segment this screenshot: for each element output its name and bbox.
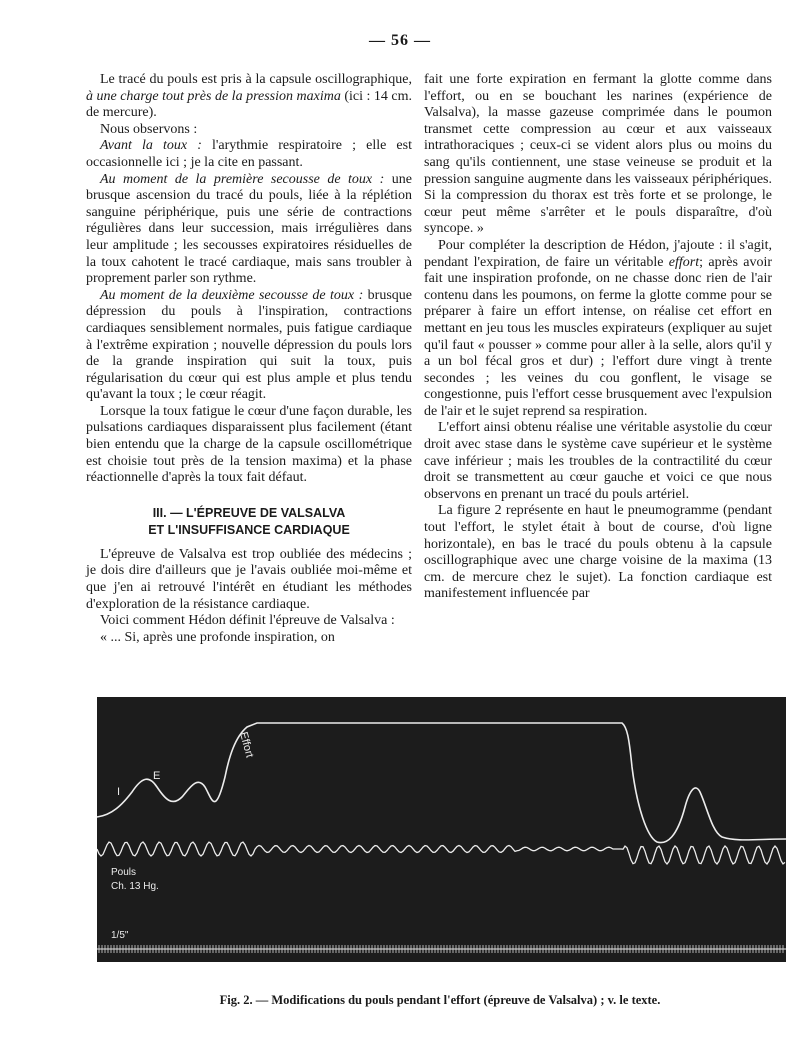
right-column <box>424 72 772 603</box>
label-i: I <box>117 786 121 798</box>
paragraph: Nous observons : <box>100 121 198 137</box>
paragraph: « ... Si, après une profonde inspiration, on <box>100 629 335 645</box>
pneumogram-trace <box>97 723 786 843</box>
left-column <box>86 72 412 646</box>
page-number: — 56 — <box>369 32 431 49</box>
section-heading: III. — L'ÉPREUVE DE VALSALVA ET L'INSUFFISANCE CARDIAQUE <box>148 505 350 537</box>
paragraph: fait une forte expiration en fermant la glotte comme dans l'effort, ou en se bouchant les narines (expérience de Valsalva), la masse gazeuse comprimée dans le poumon transmet cette compression au cœur et aux vaisseaux intrathoraciques ; ceux-ci se vident alors plus ou moins du sang qu'ils contiennent, une stase veineuse se produit et la pression sanguine augmente dans les vaisseaux périphériques. Si la compression du thorax est très forte et se prolonge, le cœur peut même s'arrêter et le pouls disparaître, d'où syncope. » <box>424 72 772 237</box>
paragraph: Pour compléter la description de Hédon, j'ajoute : il s'agit, pendant l'expiration, de faire un véritable effort; après avoir fait une inspiration profonde, on ne chasse donc rien de l'air contenu dans les poumons, on ferme la glotte comme pour se préparer à faire un effort intense, on réalise cet effort en mettant en jeu tous les muscles expirateurs (expliquer au sujet qu'il faut « pousser » comme pour aller à la selle, alors qu'il y a un bol fécal gros et dur) ; l'effort dure vingt à trente secondes ; les veines du cou gonflent, le visage se congestionne, puis l'effort cesse brusquement avec l'expulsion de l'air et le sujet reprend sa respiration. <box>424 237 772 419</box>
label-time: 1/5" <box>111 930 129 941</box>
paragraph: Lorsque la toux fatigue le cœur d'une façon durable, les pulsations cardiaques disparaissent plus facilement (étant bien entendu que la charge de la capsule oscillométrique est choisie tout près de la tension maxima) et la phase réactionnelle d'après la toux fait défaut. <box>86 403 412 486</box>
label-charge: Ch. 13 Hg. <box>111 881 159 892</box>
paragraph: Voici comment Hédon définit l'épreuve de Valsalva : <box>100 613 395 629</box>
paragraph: Le tracé du pouls est pris à la capsule oscillographique, à une charge tout près de la pression maxima (ici : 14 cm. de mercure). <box>86 72 412 121</box>
paragraph: La figure 2 représente en haut le pneumogramme (pendant tout l'effort, le stylet était à bout de course, d'où ligne horizontale), en bas le tracé du pouls obtenu à la capsule oscillographique avec une charge voisine de la maxima (13 cm. de mercure chez le sujet). La fonction cardiaque est manifestement influencée par <box>424 503 772 602</box>
paragraph: L'effort ainsi obtenu réalise une véritable asystolie du cœur droit avec stase dans le système cave supérieur et le système cave inférieur ; mais les troubles de la contractilité du cœur droit se transmettent au cœur gauche et voici ce que nous observons en prenant un tracé du pouls artériel. <box>424 420 772 502</box>
figure-caption: Fig. 2. — Modifications du pouls pendant l'effort (épreuve de Valsalva) ; v. le texte. <box>219 993 661 1007</box>
paragraph: Avant la toux : l'arythmie respiratoire ; elle est occasionnelle ici ; je la cite en passant. <box>86 138 412 170</box>
label-pouls: Pouls <box>111 867 137 878</box>
paragraph: Au moment de la première secousse de toux : une brusque ascension du tracé du pouls, liée à la réplétion sanguine périphérique, puis une série de contractions régulières dans leur succession, mais irrégulières dans leur amplitude ; les secousses expiratoires résiduelles de la toux cahotent le tracé cardiaque, mais sans troubler à proprement parler son rythme. <box>86 171 412 287</box>
figure-tracing <box>97 697 786 962</box>
pulse-trace <box>97 842 785 864</box>
paragraph: L'épreuve de Valsalva est trop oubliée des médecins ; je dois dire d'ailleurs que je l'avais oubliée moi-même et que j'en ai retrouvé l'intérêt en étudiant les méthodes d'exploration de la résistance cardiaque. <box>86 546 412 612</box>
paragraph: Au moment de la deuxième secousse de toux : brusque dépression du pouls à l'inspiration, contractions cardiaques sensiblement normales, puis fatigue cardiaque à l'extrême expiration ; nouvelle dépression du pouls lors de la grande inspiration qui suit la toux, puis régularisation du cœur qui est plus ample et plus tendu qu'avant la toux ; le cœur réagit. <box>86 287 412 403</box>
label-e: E <box>153 770 161 782</box>
label-effort: Effort <box>237 730 256 759</box>
